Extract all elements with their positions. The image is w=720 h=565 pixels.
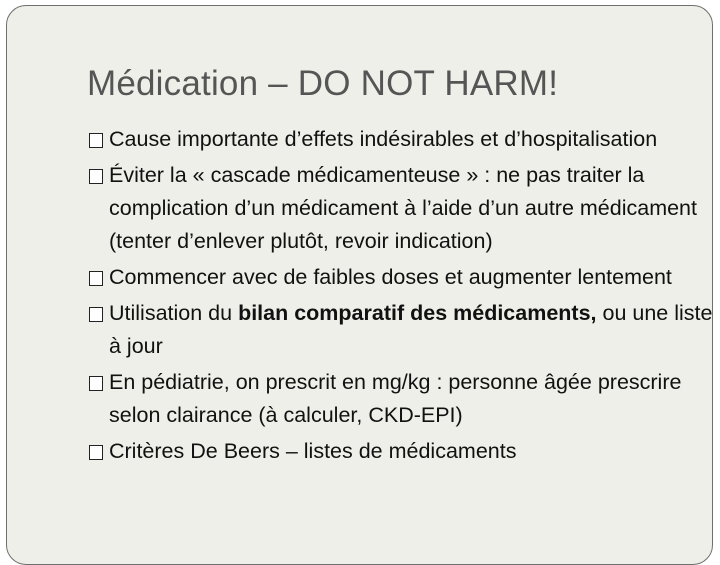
bullet-text: Critères De Beers – listes de médicaments xyxy=(109,439,517,463)
bullet-item xyxy=(89,366,713,432)
bullet-text: Cause importante d’effets indésirables et d’hospitalisation xyxy=(109,127,658,151)
bullet-list xyxy=(89,123,713,471)
bullet-item xyxy=(89,261,713,294)
slide-frame xyxy=(6,5,713,565)
bullet-item xyxy=(89,123,713,156)
bullet-box-icon xyxy=(89,445,103,460)
bullet-text-post: ou une liste à jour xyxy=(109,301,713,358)
bullet-item xyxy=(89,159,713,258)
bullet-text: Commencer avec de faibles doses et augmenter lentement xyxy=(109,265,672,289)
bullet-box-icon xyxy=(89,169,103,184)
bullet-text: En pédiatrie, on prescrit en mg/kg : personne âgée prescrire selon clairance (à calculer, CKD-EPI) xyxy=(109,370,682,427)
bullet-text: Éviter la « cascade médicamenteuse » : ne pas traiter la complication d’un médicament à l’aide d’un autre médicament (tenter d’enlever plutôt, revoir indication) xyxy=(109,163,697,253)
bullet-box-icon xyxy=(89,376,103,391)
bullet-item xyxy=(89,297,713,363)
bullet-text-bold: bilan comparatif des médicaments, xyxy=(238,301,597,325)
bullet-box-icon xyxy=(89,307,103,322)
bullet-box-icon xyxy=(89,133,103,148)
bullet-item xyxy=(89,435,713,468)
bullet-box-icon xyxy=(89,271,103,286)
bullet-text-pre: Utilisation du xyxy=(109,301,239,325)
slide-title: Médication – DO NOT HARM! xyxy=(87,64,559,103)
